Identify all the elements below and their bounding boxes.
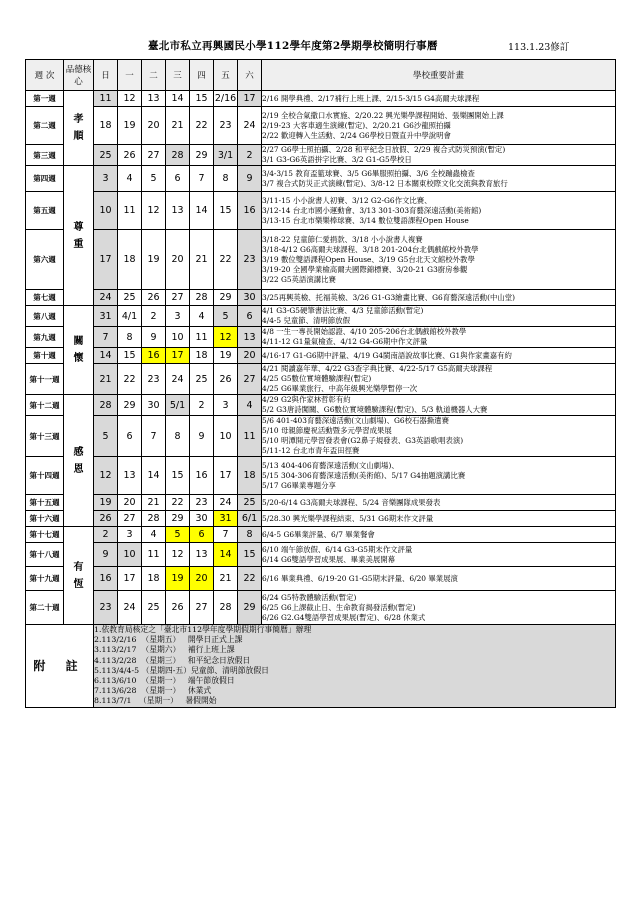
day-cell: 21 <box>166 107 190 145</box>
day-cell: 23 <box>94 591 118 625</box>
calendar-body <box>26 91 616 625</box>
day-header: 日 <box>94 60 118 91</box>
plan-cell <box>262 327 616 348</box>
plan-line: 5/28.30 興光樂學課程結束、5/31 G6期末作文評量 <box>262 513 434 523</box>
day-cell: 3 <box>118 527 142 543</box>
page-title: 臺北市私立再興國民小學112學年度第2學期學校簡明行事曆 <box>148 40 438 52</box>
plan-line: 2/16 開學典禮、2/17補行上班上課、2/15-3/15 G4高爾夫球課程 <box>262 93 480 103</box>
day-cell: 15 <box>238 543 262 567</box>
day-cell: 31 <box>94 306 118 327</box>
plan-line: 3/19 數位雙語課程Open House、3/19 G5台北天文館校外教學 <box>262 254 475 264</box>
plan-line: 5/15 304-306育藝深遠活動(美術館)、5/17 G4抽題演講比賽 <box>262 470 466 480</box>
day-cell: 27 <box>238 364 262 395</box>
day-cell: 25 <box>118 290 142 306</box>
calendar-table <box>25 59 616 708</box>
day-cell: 12 <box>214 327 238 348</box>
day-cell: 22 <box>118 364 142 395</box>
core-value <box>64 91 94 166</box>
plan-line: 4/16-17 G1-G6期中評量、4/19 G4閩南語說故事比賽、G1與作家畫嘉有約 <box>262 350 512 360</box>
day-cell: 22 <box>166 495 190 511</box>
day-cell: 26 <box>118 145 142 166</box>
day-cell: 20 <box>238 348 262 364</box>
day-cell: 3 <box>166 306 190 327</box>
day-cell: 17 <box>118 567 142 591</box>
revision-date: 113.1.23修訂 <box>508 42 570 53</box>
week-label: 第十六週 <box>26 511 64 527</box>
day-cell: 4 <box>142 527 166 543</box>
day-cell: 2 <box>190 395 214 416</box>
plan-line: 5/17 G6畢業專題分享 <box>262 480 336 490</box>
plan-line: 3/11-15 小小說書人初賽、3/12 G2-G6作文比賽、 <box>262 195 432 205</box>
day-cell: 26 <box>94 511 118 527</box>
day-cell: 23 <box>214 107 238 145</box>
core-value-char: 關 <box>73 336 84 347</box>
day-cell: 11 <box>190 327 214 348</box>
day-cell: 17 <box>214 457 238 495</box>
day-header: 二 <box>142 60 166 91</box>
day-cell: 28 <box>214 591 238 625</box>
week-label: 第十八週 <box>26 543 64 567</box>
day-cell: 2 <box>94 527 118 543</box>
day-cell: 22 <box>214 230 238 290</box>
day-cell: 24 <box>214 495 238 511</box>
week-row <box>26 230 616 290</box>
week-label: 第十四週 <box>26 457 64 495</box>
note-line: 1.依教育局核定之「臺北市112學年度學期假期行事簡曆」辦理 <box>94 625 312 634</box>
header-row <box>0 38 640 58</box>
day-cell: 5 <box>214 306 238 327</box>
day-cell: 26 <box>214 364 238 395</box>
day-cell: 19 <box>94 495 118 511</box>
week-header: 週 次 <box>26 60 64 91</box>
day-cell: 5 <box>166 527 190 543</box>
plan-line: 3/19-20 全國學業檢高爾夫國際錦標賽、3/20-21 G3廚房參觀 <box>262 264 468 274</box>
week-row <box>26 192 616 230</box>
day-cell: 15 <box>214 192 238 230</box>
plan-line: 2/27 G6學士照拍攝、2/28 和平紀念日放假、2/29 複合式防災預演(暫定) <box>262 145 506 154</box>
plan-line: 5/13 404-406育藝深遠活動(文山劇場)、 <box>262 460 399 470</box>
plan-line: 3/12-14 台北市國小運動會、3/13 301-303育藝深遠活動(美術館) <box>262 205 482 215</box>
day-cell: 23 <box>142 364 166 395</box>
day-header: 四 <box>190 60 214 91</box>
plan-cell <box>262 416 616 457</box>
day-cell: 5/1 <box>166 395 190 416</box>
day-cell: 19 <box>118 107 142 145</box>
day-cell: 28 <box>142 511 166 527</box>
week-row <box>26 416 616 457</box>
day-cell: 20 <box>190 567 214 591</box>
plan-cell <box>262 192 616 230</box>
week-label: 第六週 <box>26 230 64 290</box>
header-row-cells <box>26 60 616 91</box>
week-label: 第五週 <box>26 192 64 230</box>
day-cell: 13 <box>190 543 214 567</box>
core-value-char: 恩 <box>73 463 84 475</box>
plan-cell <box>262 107 616 145</box>
day-cell: 4 <box>238 395 262 416</box>
day-cell: 14 <box>142 457 166 495</box>
core-value-char: 順 <box>73 131 84 142</box>
week-label: 第十五週 <box>26 495 64 511</box>
week-row <box>26 107 616 145</box>
core-value <box>64 306 94 395</box>
day-header: 三 <box>166 60 190 91</box>
day-cell: 19 <box>214 348 238 364</box>
day-cell: 21 <box>94 364 118 395</box>
week-row <box>26 395 616 416</box>
day-cell: 29 <box>214 290 238 306</box>
plan-line: 6/24 G5特教體驗活動(暫定) <box>262 592 357 602</box>
week-label: 第二週 <box>26 107 64 145</box>
plan-line: 4/11-12 G1量氣檢查、4/12 G4-G6期中作文評量 <box>262 337 428 346</box>
day-cell: 4/1 <box>118 306 142 327</box>
day-cell: 7 <box>94 327 118 348</box>
day-cell: 31 <box>214 511 238 527</box>
day-cell: 30 <box>142 395 166 416</box>
day-cell: 17 <box>94 230 118 290</box>
day-cell: 6/1 <box>238 511 262 527</box>
day-cell: 29 <box>166 511 190 527</box>
day-cell: 7 <box>190 166 214 192</box>
plan-cell <box>262 166 616 192</box>
plan-line: 6/25 G6上課截止日、生命教育揭發活動(暫定) <box>262 602 416 612</box>
week-row <box>26 591 616 625</box>
day-cell: 25 <box>238 495 262 511</box>
week-row <box>26 511 616 527</box>
plan-line: 3/25再興英檢、托福英檢、3/26 G1-G3繪畫比賽、G6育藝深遠活動(中山堂) <box>262 292 516 302</box>
plan-line: 6/14 G6雙語學習成果展、畢業美展開幕 <box>262 554 396 564</box>
day-cell: 13 <box>166 192 190 230</box>
day-cell: 8 <box>166 416 190 457</box>
note-line: 3.113/2/17 （星期六） 補行上班上課 <box>94 645 235 655</box>
day-cell: 19 <box>142 230 166 290</box>
core-value-char: 孝 <box>73 114 84 125</box>
day-cell: 3/1 <box>214 145 238 166</box>
day-cell: 29 <box>118 395 142 416</box>
plan-cell <box>262 230 616 290</box>
day-cell: 9 <box>142 327 166 348</box>
day-cell: 24 <box>238 107 262 145</box>
week-label: 第七週 <box>26 290 64 306</box>
plan-line: 5/6 401-403育藝深遠活動(文山劇場)、G6校石器撕遺賽 <box>262 416 449 425</box>
day-cell: 12 <box>166 543 190 567</box>
day-cell: 23 <box>190 495 214 511</box>
plan-line: 3/7 複合式防災正式演練(暫定)、3/8-12 日本關東校際文化交流與教育旅行 <box>262 178 508 188</box>
week-row <box>26 290 616 306</box>
day-cell: 15 <box>118 348 142 364</box>
day-cell: 21 <box>190 230 214 290</box>
day-cell: 13 <box>238 327 262 348</box>
plan-line: 5/10 明潭開元學習發表會(G2鼻子規發表、G3英語歌唱表演) <box>262 436 464 445</box>
day-cell: 9 <box>190 416 214 457</box>
week-row <box>26 527 616 543</box>
plan-line: 6/4-5 G6畢業評量、6/7 畢業餐會 <box>262 529 375 539</box>
day-cell: 16 <box>142 348 166 364</box>
day-cell: 17 <box>238 91 262 107</box>
day-cell: 4 <box>190 306 214 327</box>
day-cell: 23 <box>238 230 262 290</box>
day-cell: 11 <box>238 416 262 457</box>
week-label: 第十七週 <box>26 527 64 543</box>
plan-cell <box>262 91 616 107</box>
week-row <box>26 327 616 348</box>
plan-line: 2/19-23 大客車適生演練(暫定)、2/20.21 G6沙龍照拍攝 <box>262 120 451 130</box>
day-cell: 18 <box>238 457 262 495</box>
plan-line: 5/2 G3唐詩闖關、G6數位實境體驗課程(暫定)、5/3 軌道機器人大賽 <box>262 405 488 414</box>
day-cell: 13 <box>142 91 166 107</box>
day-cell: 28 <box>166 145 190 166</box>
plan-line: 5/20-6/14 G3高爾夫球課程、5/24 音樂團隊成果發表 <box>262 497 441 507</box>
note-line: 7.113/6/28 （星期一） 休業式 <box>94 686 212 696</box>
plan-cell <box>262 306 616 327</box>
day-cell: 18 <box>94 107 118 145</box>
day-cell: 20 <box>142 107 166 145</box>
plan-cell <box>262 145 616 166</box>
day-cell: 6 <box>190 527 214 543</box>
day-cell: 25 <box>94 145 118 166</box>
plan-cell <box>262 543 616 567</box>
day-cell: 20 <box>118 495 142 511</box>
plan-line: 4/1 G3-G5硬筆書法比賽、4/3 兒童節活動(暫定) <box>262 306 424 315</box>
day-cell: 4 <box>118 166 142 192</box>
day-cell: 27 <box>190 591 214 625</box>
day-cell: 17 <box>166 348 190 364</box>
plan-line: 3/1 G3-G6英語拼字比賽、3/2 G1-G5學校日 <box>262 155 412 164</box>
day-header: 五 <box>214 60 238 91</box>
core-value <box>64 527 94 625</box>
day-cell: 8 <box>214 166 238 192</box>
day-cell: 12 <box>118 91 142 107</box>
day-cell: 21 <box>142 495 166 511</box>
day-cell: 21 <box>214 567 238 591</box>
week-row <box>26 495 616 511</box>
week-label: 第十一週 <box>26 364 64 395</box>
plan-cell <box>262 591 616 625</box>
notes-row <box>26 625 616 708</box>
week-row <box>26 306 616 327</box>
plan-cell <box>262 527 616 543</box>
day-cell: 3 <box>94 166 118 192</box>
core-value-char: 重 <box>73 238 84 250</box>
plan-line: 4/25 G5數位實境體驗課程(暫定) <box>262 374 372 383</box>
core-value-char: 有 <box>73 561 84 573</box>
core-value <box>64 395 94 527</box>
plan-cell <box>262 567 616 591</box>
day-cell: 10 <box>94 192 118 230</box>
day-cell: 18 <box>190 348 214 364</box>
day-cell: 14 <box>214 543 238 567</box>
week-label: 第四週 <box>26 166 64 192</box>
day-cell: 14 <box>190 192 214 230</box>
core-value-char: 感 <box>73 446 84 458</box>
plan-cell <box>262 364 616 395</box>
plan-line: 3/4-3/15 教育盃籃球賽、3/5 G6畢服照拍攝、3/6 全校蹦蟲檢查 <box>262 168 475 178</box>
week-label: 第十週 <box>26 348 64 364</box>
week-row <box>26 457 616 495</box>
day-cell: 10 <box>166 327 190 348</box>
plan-cell <box>262 290 616 306</box>
notes-label: 附 註 <box>26 625 94 708</box>
plan-line: 5/10 母親節慶祝活動暨多元學習成果展 <box>262 426 392 435</box>
day-header: 六 <box>238 60 262 91</box>
day-header: 一 <box>118 60 142 91</box>
day-cell: 5 <box>142 166 166 192</box>
plan-cell <box>262 511 616 527</box>
day-cell: 24 <box>166 364 190 395</box>
day-cell: 28 <box>94 395 118 416</box>
day-cell: 11 <box>142 543 166 567</box>
core-value <box>64 166 94 306</box>
day-cell: 14 <box>166 91 190 107</box>
day-cell: 16 <box>190 457 214 495</box>
day-cell: 7 <box>214 527 238 543</box>
week-label: 第十九週 <box>26 567 64 591</box>
week-label: 第十三週 <box>26 416 64 457</box>
plan-line: 4/25 G6畢業旅行、中高年級興光樂學暫停一次 <box>262 384 418 393</box>
day-cell: 15 <box>166 457 190 495</box>
plan-cell <box>262 495 616 511</box>
day-cell: 9 <box>94 543 118 567</box>
day-cell: 18 <box>142 567 166 591</box>
day-cell: 10 <box>214 416 238 457</box>
plan-line: 6/16 畢業典禮、6/19-20 G1-G5期末評量、6/20 畢業展演 <box>262 573 458 583</box>
core-value-char: 懷 <box>73 353 84 364</box>
week-row <box>26 91 616 107</box>
week-row <box>26 166 616 192</box>
plan-line: 2/19 全校合氣撒口水實施、2/20.22 興光樂學課程開始、張樂團開始上課 <box>262 110 504 120</box>
week-label: 第十二週 <box>26 395 64 416</box>
day-cell: 18 <box>118 230 142 290</box>
week-row <box>26 364 616 395</box>
plan-cell <box>262 395 616 416</box>
plan-line: 4/4-5 兒童節、清明節放假 <box>262 316 350 325</box>
plan-line: 3/22 G5英語演講比賽 <box>262 274 336 284</box>
plan-line: 4/29 G2與作家林哲彰有約 <box>262 395 351 404</box>
day-cell: 27 <box>166 290 190 306</box>
plan-cell <box>262 348 616 364</box>
day-cell: 10 <box>118 543 142 567</box>
day-cell: 8 <box>118 327 142 348</box>
day-cell: 29 <box>238 591 262 625</box>
plan-line: 3/18-4/12 G6高爾夫球課程、3/18 201-204台北偶戲館校外教學 <box>262 244 479 254</box>
day-cell: 7 <box>142 416 166 457</box>
day-cell: 12 <box>142 192 166 230</box>
day-cell: 5 <box>94 416 118 457</box>
day-cell: 11 <box>94 91 118 107</box>
day-cell: 28 <box>190 290 214 306</box>
notes-cell <box>94 625 616 708</box>
day-cell: 13 <box>118 457 142 495</box>
day-cell: 19 <box>166 567 190 591</box>
plan-line: 6/26 G2.G4雙語學習成果展(暫定)、6/28 休業式 <box>262 612 426 622</box>
week-row <box>26 567 616 591</box>
plan-line: 4/21 閱讀嘉年華、4/22 G3查字典比賽、4/22-5/17 G5高爾夫球課程 <box>262 364 493 373</box>
day-cell: 16 <box>94 567 118 591</box>
day-cell: 6 <box>118 416 142 457</box>
day-cell: 6 <box>238 306 262 327</box>
day-cell: 26 <box>142 290 166 306</box>
plan-line: 3/13-15 台北市樂樂棒球賽、3/14 數位雙語課程Open House <box>262 215 469 225</box>
note-line: 5.113/4/4-5 （星期四-五）兒童節、清明節放假日 <box>94 665 269 675</box>
day-cell: 22 <box>190 107 214 145</box>
day-cell: 26 <box>166 591 190 625</box>
core-header: 品德核心 <box>64 60 94 91</box>
plan-line: 4/8 一生一專長開始認證、4/10 205-206台北偶戲館校外教學 <box>262 327 467 336</box>
plan-line: 6/10 端午節放假、6/14 G3-G5期末作文評量 <box>262 544 413 554</box>
day-cell: 2 <box>238 145 262 166</box>
day-cell: 30 <box>238 290 262 306</box>
note-line: 8.113/7/1 （星期一） 暑假開始 <box>94 696 217 706</box>
day-cell: 2 <box>142 306 166 327</box>
week-label: 第二十週 <box>26 591 64 625</box>
day-cell: 24 <box>94 290 118 306</box>
week-row <box>26 543 616 567</box>
day-cell: 6 <box>166 166 190 192</box>
note-line: 6.113/6/10 （星期一） 端午節放假日 <box>94 676 235 686</box>
day-cell: 14 <box>94 348 118 364</box>
day-cell: 12 <box>94 457 118 495</box>
day-cell: 16 <box>238 192 262 230</box>
day-cell: 20 <box>166 230 190 290</box>
week-row <box>26 145 616 166</box>
week-label: 第一週 <box>26 91 64 107</box>
plan-line: 3/18-22 兒童節仁愛捐款、3/18 小小說書人複賽 <box>262 234 423 244</box>
day-cell: 30 <box>190 511 214 527</box>
day-cell: 3 <box>214 395 238 416</box>
day-cell: 9 <box>238 166 262 192</box>
day-cell: 11 <box>118 192 142 230</box>
week-label: 第三週 <box>26 145 64 166</box>
day-cell: 8 <box>238 527 262 543</box>
note-line: 2.113/2/16 （星期五） 開學日正式上課 <box>94 635 243 645</box>
day-cell: 25 <box>142 591 166 625</box>
day-cell: 29 <box>190 145 214 166</box>
week-row <box>26 348 616 364</box>
day-cell: 24 <box>118 591 142 625</box>
core-value-char: 恆 <box>73 578 84 590</box>
day-cell: 25 <box>190 364 214 395</box>
plan-cell <box>262 457 616 495</box>
day-cell: 27 <box>118 511 142 527</box>
week-label: 第八週 <box>26 306 64 327</box>
plan-header: 學校重要計畫 <box>262 60 616 91</box>
day-cell: 27 <box>142 145 166 166</box>
day-cell: 2/16 <box>214 91 238 107</box>
day-cell: 22 <box>238 567 262 591</box>
plan-line: 5/11-12 台北市青年盃田徑賽 <box>262 446 360 455</box>
plan-line: 2/22 歡迎轉入生活動、2/24 G6學校日暨直升中學說明會 <box>262 130 451 140</box>
core-value-char: 尊 <box>73 221 84 233</box>
note-line: 4.113/2/28 （星期三） 和平紀念日放假日 <box>94 655 251 665</box>
day-cell: 15 <box>190 91 214 107</box>
week-label: 第九週 <box>26 327 64 348</box>
